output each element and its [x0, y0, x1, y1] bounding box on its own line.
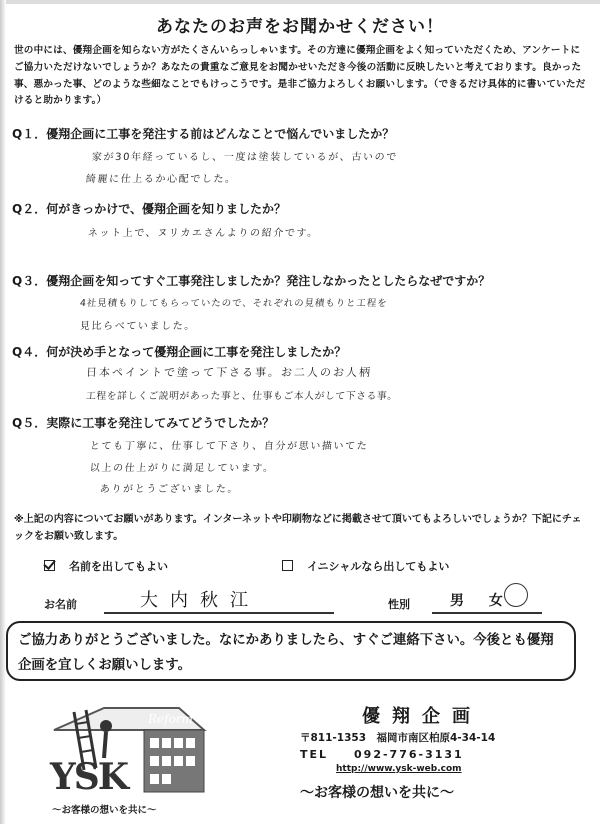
- question-2: Q２．何がきっかけで、優翔企画を知りましたか？: [12, 202, 286, 216]
- consent-option-initial-label: イニシャルなら出してもよい: [307, 560, 450, 573]
- name-underline: [104, 612, 334, 614]
- empty-checkbox-icon[interactable]: [282, 560, 293, 571]
- company-url[interactable]: http://www.ysk-web.com: [336, 764, 462, 774]
- consent-option-name-label: 名前を出してもよい: [69, 560, 168, 573]
- company-address: 〒811-1353 福岡市南区柏原4-34-14: [300, 732, 496, 744]
- consent-option-initial[interactable]: [282, 558, 449, 574]
- answer-4-line-1: 日本ペイントで塗って下さる事。お二人のお人柄: [85, 366, 373, 379]
- question-5: Q５．実際に工事を発注してみてどうでしたか？: [12, 416, 275, 430]
- company-slogan: ～お客様の想いを共に～: [300, 785, 454, 801]
- thanks-box: ご協力ありがとうございました。なにかありましたら、すぐご連絡下さい。今後とも優翔企画を宜しくお願いします。: [6, 621, 576, 681]
- answer-5-line-2: 以上の仕上がりに満足しています。: [89, 463, 276, 474]
- logo-slogan: ～お客様の想いを共に～: [52, 805, 157, 816]
- logo-sub-text: Reform: [148, 712, 193, 726]
- answer-3-line-1: 4社見積もりしてもらっていたので、それぞれの見積もりと工程を: [79, 298, 388, 309]
- intro-text: 世の中には、優翔企画を知らない方がたくさんいらっしゃいます。その方達に優翔企画をよく知っていただくため、アンケートにご協力いただけないでしょうか？あなたの貴重なご意見をお聞かせいただき今後の活動に反映したいと考えております。良かった事、悪かった事、どのような些細なことでもけっこうです。是非ご協力よろしくお願いします。（できるだけ具体的に書いていただけると助かります。）: [14, 45, 586, 107]
- answer-1-line-1: 家が30年経っているし、一度は塗装しているが、古いので: [91, 152, 399, 163]
- answer-1-line-2: 綺麗に仕上るか心配でした。: [85, 174, 238, 185]
- answer-5-line-1: とても丁寧に、仕事して下さり、自分が思い描いてた: [89, 441, 369, 452]
- question-1: Q１．優翔企画に工事を発注する前はどんなことで悩んでいましたか？: [12, 127, 395, 141]
- question-4: Q４．何が決め手となって優翔企画に工事を発注しましたか？: [12, 345, 347, 359]
- name-value[interactable]: 大内秋江: [140, 590, 260, 611]
- page-title: あなたのお声をお聞かせください！: [156, 17, 444, 37]
- logo-text: YSK: [50, 756, 127, 798]
- scan-edge-top: [0, 0, 600, 4]
- gender-selected-circle: [504, 583, 528, 607]
- answer-5-line-3: ありがとうございました。: [99, 484, 240, 495]
- answer-3-line-2: 見比らべていました。: [79, 321, 197, 332]
- company-tel: TEL 092-776-3131: [300, 748, 464, 761]
- question-3: Q３．優翔企画を知ってすぐ工事発注しましたか？発注しなかったとしたらなぜですか？: [12, 274, 491, 288]
- checked-checkbox-icon[interactable]: [44, 560, 55, 571]
- company-name: 優翔企画: [362, 706, 482, 727]
- gender-underline: [432, 612, 542, 614]
- gender-value[interactable]: 男 女: [450, 593, 513, 609]
- answer-4-line-2: 工程を詳しくご説明があった事と、仕事もご本人がして下さる事。: [85, 391, 399, 402]
- answer-2-line-1: ネット上で、ヌリカエさんよりの紹介です。: [87, 228, 320, 239]
- name-label: お名前: [44, 598, 77, 611]
- consent-note: ※上記の内容についてお願いがあります。インターネットや印刷物などに掲載させて頂いてもよろしいでしょうか？下記にチェックをお願い致します。: [14, 514, 582, 542]
- gender-label: 性別: [388, 598, 410, 611]
- consent-option-name[interactable]: [44, 558, 168, 574]
- scan-edge-left: [0, 0, 6, 824]
